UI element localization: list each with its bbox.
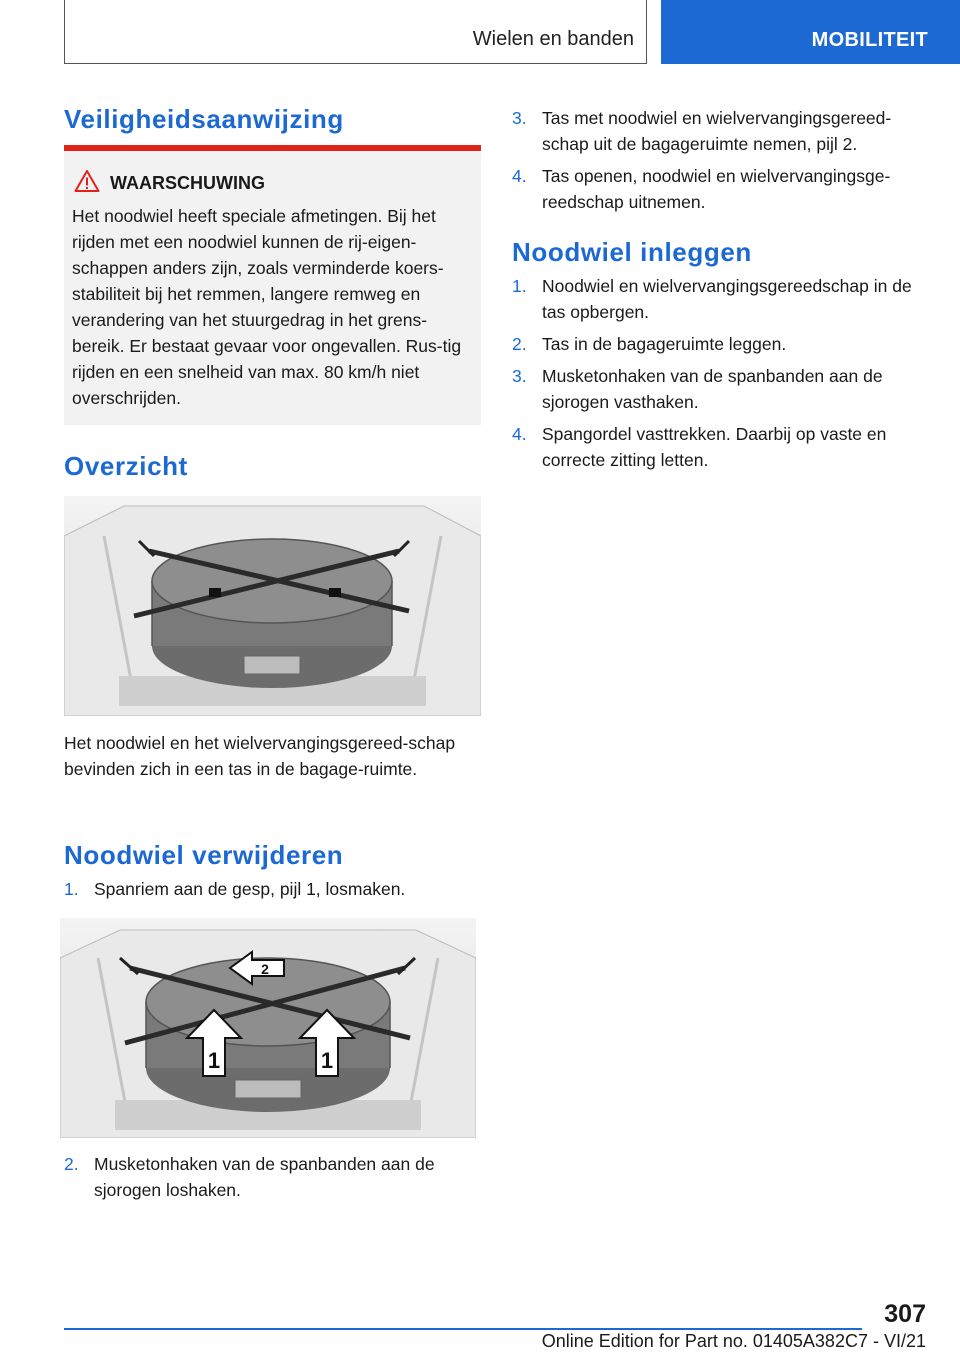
arrow-label-1-right: 1: [320, 1048, 334, 1073]
step-text: Spangordel vasttrekken. Daarbij op vaste en correcte zitting letten.: [542, 424, 887, 470]
list-item: [64, 876, 474, 902]
list-item: [512, 105, 932, 157]
warning-body: Het noodwiel heeft speciale afmetingen. Bij het rijden met een noodwiel kunnen de rij-eigen-schappen anders zijn, zoals verminderde koers-stabiliteit bij het remmen, langere remweg en verandering van het stuurgedrag in het grens-bereik. Er bestaat gevaar voor ongevallen. Rus-tig rijden en een snelheid van max. 80 km/h niet overschrijden.: [72, 206, 462, 408]
step-number: 4.: [512, 424, 527, 444]
step-number: 3.: [512, 366, 527, 386]
remove-steps-part3: [512, 105, 932, 215]
overview-text: Het noodwiel en het wielvervangingsgereed-schap bevinden zich in een tas in de bagage-ruimte.: [64, 733, 456, 779]
step-text: Spanriem aan de gesp, pijl 1, losmaken.: [94, 879, 406, 899]
list-item: [512, 163, 932, 215]
spare-wheel-bag-illustration: [64, 496, 481, 716]
step-text: Musketonhaken van de spanbanden aan de sjorogen loshaken.: [94, 1154, 435, 1200]
overview-heading: Overzicht: [64, 451, 188, 481]
list-item: [512, 363, 932, 415]
step-text: Musketonhaken van de spanbanden aan de sjorogen vasthaken.: [542, 366, 883, 412]
warning-box: [64, 151, 481, 425]
remove-heading: Noodwiel verwijderen: [64, 840, 344, 870]
trunk-photo-overview: [64, 496, 481, 716]
step-number: 1.: [64, 879, 79, 899]
safety-heading: Veiligheidsaanwijzing: [64, 104, 344, 134]
step-text: Noodwiel en wielvervangingsgereedschap in de tas opbergen.: [542, 276, 912, 322]
step-text: Tas in de bagageruimte leggen.: [542, 334, 787, 354]
list-item: [64, 1151, 474, 1203]
header-chapter-tab: [661, 0, 960, 64]
list-item: [512, 273, 932, 325]
arrow-2-icon: [228, 948, 288, 988]
step-number: 2.: [512, 334, 527, 354]
remove-steps-part2: [64, 1151, 474, 1203]
list-item: [512, 421, 932, 473]
arrow-label-1-left: 1: [207, 1048, 221, 1073]
header-section-title: Wielen en banden: [472, 28, 634, 50]
footer-rule: [64, 1328, 862, 1330]
remove-steps-part1: [64, 876, 474, 902]
header-chapter-title: MOBILITEIT: [811, 29, 928, 51]
list-item: [512, 331, 932, 357]
step-number: 2.: [64, 1154, 79, 1174]
warning-title: WAARSCHUWING: [110, 173, 265, 193]
step-number: 1.: [512, 276, 527, 296]
arrow-label-2: 2: [261, 961, 269, 977]
step-number: 4.: [512, 166, 527, 186]
step-number: 3.: [512, 108, 527, 128]
insert-steps: [512, 273, 932, 473]
page-number: 307: [884, 1300, 926, 1328]
footer-edition: Online Edition for Part no. 01405A382C7 - VI/21: [541, 1331, 926, 1351]
step-text: Tas met noodwiel en wielvervangingsgereed-schap uit de bagageruimte nemen, pijl 2.: [542, 108, 892, 154]
insert-heading: Noodwiel inleggen: [512, 237, 752, 267]
trunk-photo-arrows: [60, 918, 476, 1138]
step-text: Tas openen, noodwiel en wielvervangingsge-reedschap uitnemen.: [542, 166, 891, 212]
header-section-tab: [64, 0, 647, 64]
arrow-1-right-icon: [298, 1008, 356, 1078]
arrow-1-left-icon: [185, 1008, 243, 1078]
warning-triangle-icon: [74, 169, 100, 193]
